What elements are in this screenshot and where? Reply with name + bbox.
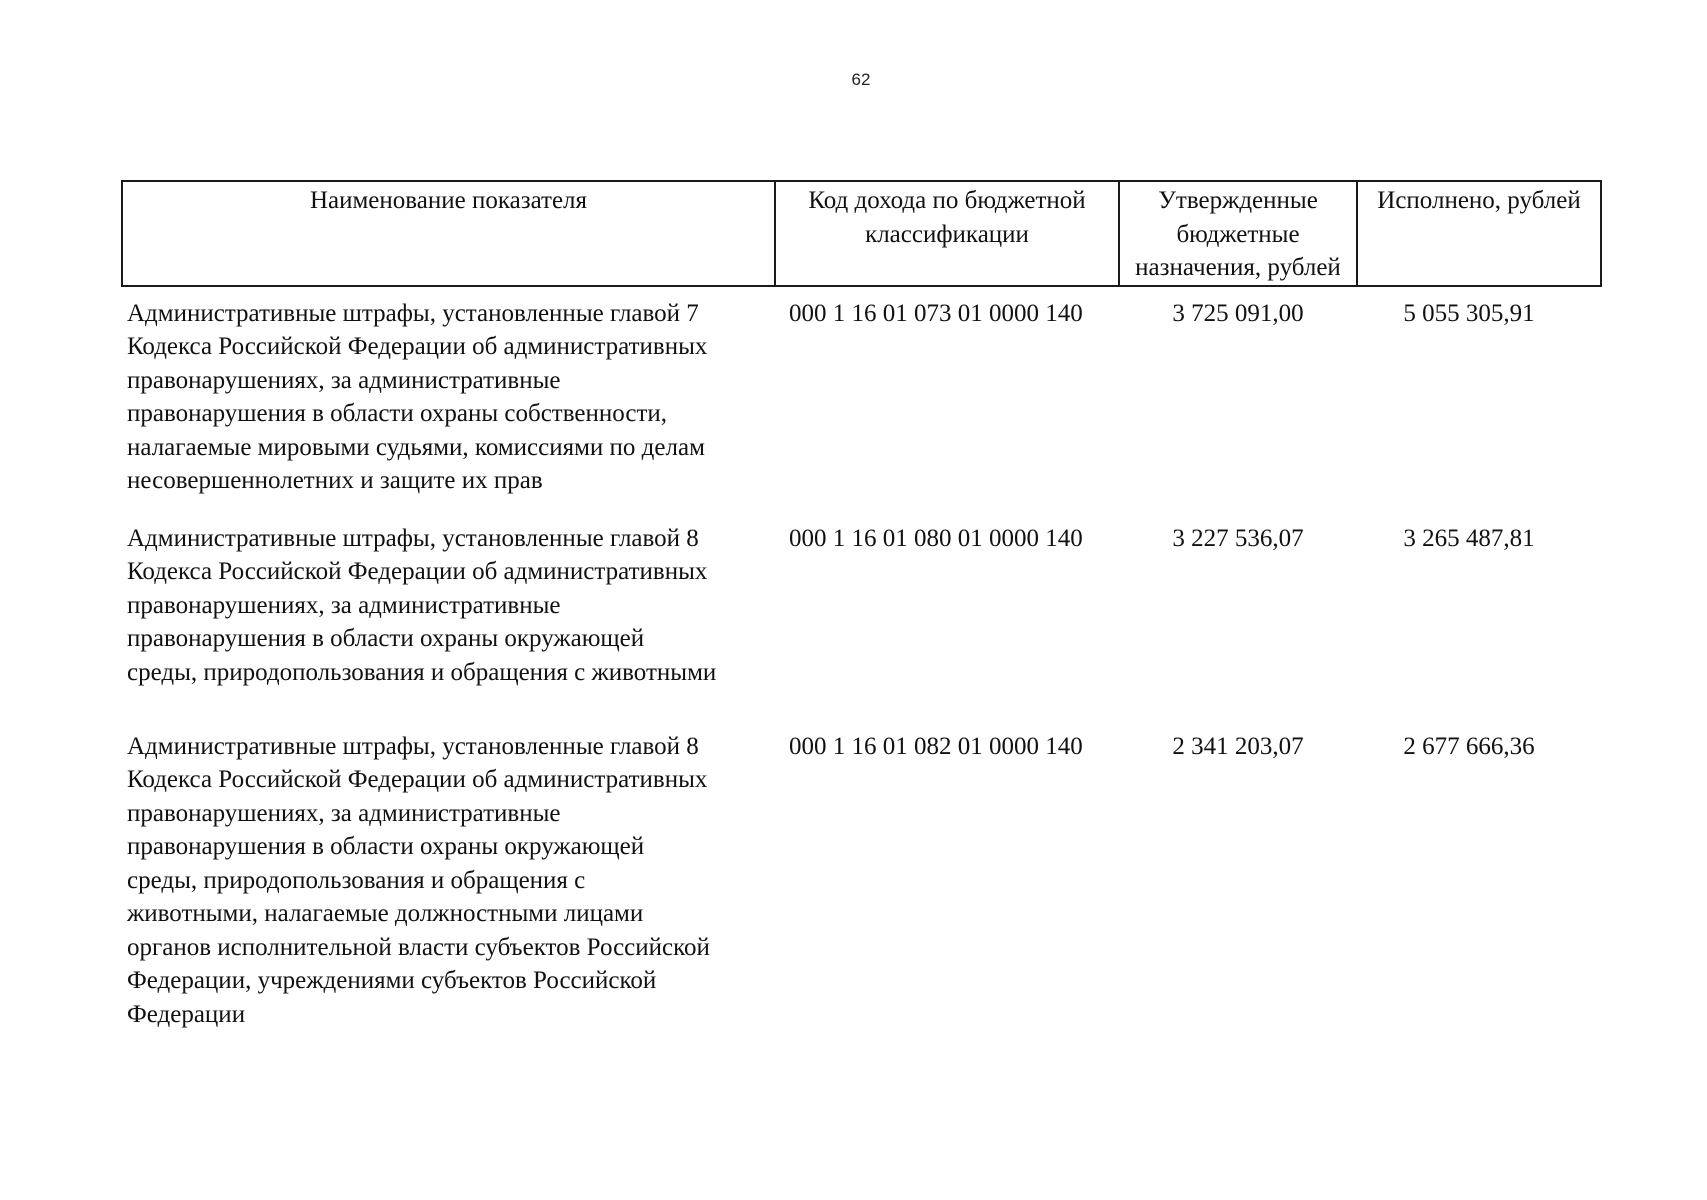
income-code-cell: 000 1 16 01 082 01 0000 140	[789, 732, 1083, 760]
indicator-name-cell	[122, 730, 775, 1032]
header-indicator-name: Наименование показателя	[122, 181, 775, 286]
table-row	[122, 286, 1601, 522]
income-code-cell: 000 1 16 01 073 01 0000 140	[789, 299, 1083, 327]
indicator-name-line: Федерации	[127, 1000, 246, 1028]
indicator-name-line: среды, природопользования и обращения с	[127, 866, 586, 894]
executed-amount-cell: 5 055 305,91	[1403, 299, 1535, 327]
income-code-cell: 000 1 16 01 080 01 0000 140	[789, 524, 1083, 552]
indicator-name-line: правонарушениях, за административные	[127, 799, 561, 827]
indicator-name-line: Федерации, учреждениями субъектов Российской	[127, 967, 657, 994]
approved-amount-cell: 3 227 536,07	[1172, 524, 1304, 552]
indicator-name-line: правонарушениях, за административные	[127, 591, 561, 619]
indicator-name-line: правонарушения в области охраны окружающей	[127, 625, 645, 652]
header-executed-amount: Исполнено, рублей	[1357, 181, 1601, 286]
indicator-name-cell	[122, 522, 775, 730]
approved-amount-cell: 2 341 203,07	[1172, 732, 1304, 760]
indicator-name-line: Административные штрафы, установленные главой 7	[127, 299, 699, 327]
indicator-name-line: правонарушения в области охраны собственности,	[127, 400, 668, 427]
indicator-name-line: среды, природопользования и обращения с животными	[127, 658, 717, 686]
header-income-code: Код дохода по бюджетной классификации	[775, 181, 1119, 286]
indicator-name-line: правонарушениях, за административные	[127, 366, 561, 394]
budget-income-table-wrapper	[121, 180, 1602, 1031]
indicator-name-line: Кодекса Российской Федерации об административных	[127, 558, 708, 585]
table-header-row	[122, 181, 1601, 286]
indicator-name-line: Административные штрафы, установленные главой 8	[127, 524, 699, 552]
executed-amount-cell: 3 265 487,81	[1403, 524, 1535, 552]
indicator-name-line: Кодекса Российской Федерации об административных	[127, 766, 708, 793]
page-number: 62	[851, 70, 871, 89]
executed-amount-cell: 2 677 666,36	[1403, 732, 1535, 760]
table-row	[122, 522, 1601, 730]
approved-amount-cell: 3 725 091,00	[1172, 299, 1304, 327]
header-approved-amount: Утвержденные бюджетные назначения, рублей	[1119, 181, 1357, 286]
indicator-name-cell	[122, 286, 775, 522]
budget-income-table	[121, 180, 1602, 1031]
indicator-name-line: Кодекса Российской Федерации об административных	[127, 333, 708, 360]
indicator-name-line: правонарушения в области охраны окружающей	[127, 833, 645, 860]
indicator-name-line: органов исполнительной власти субъектов Российской	[127, 933, 710, 961]
table-body	[122, 286, 1601, 1032]
indicator-name-line: несовершеннолетних и защите их прав	[127, 467, 543, 494]
table-row	[122, 730, 1601, 1032]
indicator-name-line: налагаемые мировыми судьями, комиссиями по делам	[127, 433, 705, 461]
indicator-name-line: животными, налагаемые должностными лицами	[127, 900, 644, 927]
table-header	[122, 181, 1601, 286]
indicator-name-line: Административные штрафы, установленные главой 8	[127, 732, 699, 760]
